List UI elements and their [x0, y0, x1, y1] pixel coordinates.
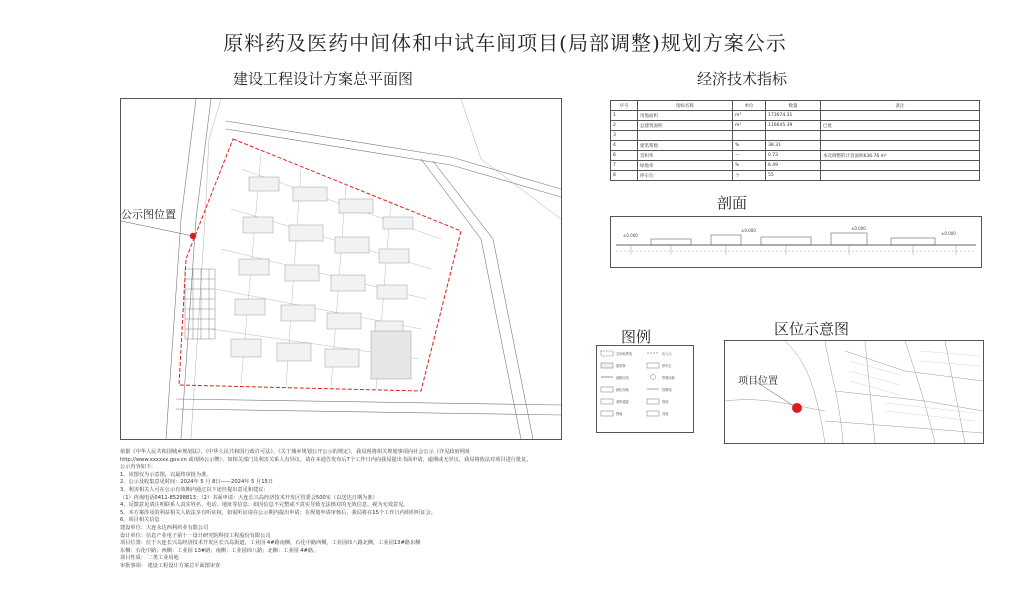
notes-line: 依据《中华人民共和国城乡规划法》、《中华人民共和国行政许可法》、《关于城乡规划公开公示的规定》，我局现将相关规划事项向社会公示（详见政府网址	[120, 449, 471, 455]
table-cell: 8	[611, 171, 638, 181]
table-cell: 4	[611, 141, 638, 151]
page-title: 原料药及医药中间体和中试车间项目(局部调整)规划方案公示	[223, 31, 787, 55]
table-cell: %	[733, 141, 766, 151]
notice-notes	[120, 449, 680, 571]
table-cell: 173674.31	[766, 111, 821, 121]
notes-line: 建设单位：大连永达西利药业有限公司	[120, 524, 209, 531]
table-cell: 38.31	[766, 141, 821, 151]
table-cell: m²	[733, 121, 766, 131]
notes-line: 项目位置：位于大连长兴岛经济技术开发区长兴岛街道，工业园 4#路南侧，石化中路西侧，工业园纬八路北侧，工业园13#路东侧	[120, 540, 421, 547]
table-cell: 绿地率	[638, 161, 733, 171]
legend-heading: 图例	[621, 328, 652, 346]
table-cell: 116645.39	[766, 121, 821, 131]
section-label: ±0.000	[623, 233, 638, 238]
table-header-cell: 数量	[766, 101, 821, 111]
table-cell: m²	[733, 111, 766, 121]
section-label: ±0.000	[851, 226, 866, 231]
legend-label: 建筑物	[616, 364, 626, 368]
table-row	[611, 141, 980, 151]
notes-line: 5、本方案涉及的利益相关人依法享有听证权，如需听证请在公示期内提出申请；在规划申请审核后，我局将在15个工作日内组织听证会。	[120, 509, 436, 516]
table-cell: 3	[611, 131, 638, 141]
table-row	[611, 131, 980, 141]
section-heading: 剖面	[717, 194, 748, 212]
plan-heading: 建设工程设计方案总平面图	[233, 70, 414, 88]
notes-line: 4、反馈意见请注明联系人真实姓名、电话、地址等信息；如因信息不完整或不真实导致无法核对的无效信息，视为无效意见。	[120, 502, 409, 509]
legend-label: 控制线	[662, 388, 672, 392]
table-cell	[638, 131, 733, 141]
legend-label: 管线	[662, 400, 669, 404]
table-row	[611, 171, 980, 181]
notes-line: 东侧：石化中路；西侧：工业园 13#路；南侧：工业园纬八路；北侧：工业园 4#路。	[120, 547, 319, 554]
table-cell	[733, 131, 766, 141]
legend-label: 道路红线	[616, 376, 629, 380]
table-cell: 6	[611, 151, 638, 161]
site-plan-drawing	[121, 99, 561, 439]
econ-heading: 经济技术指标	[697, 70, 788, 88]
table-cell: 0.73	[766, 151, 821, 161]
project-position-label: 项目位置	[738, 376, 778, 387]
table-cell	[821, 161, 980, 171]
notice-position-label: 公示图位置	[121, 208, 176, 221]
section-label: ±0.000	[941, 231, 956, 236]
legend-label: 停车位	[662, 364, 672, 368]
section-svg	[611, 217, 981, 267]
table-header-cell: 单位	[733, 101, 766, 111]
table-cell: 7	[611, 161, 638, 171]
notes-line: 6、项目相关信息	[120, 517, 160, 524]
table-cell: %	[733, 161, 766, 171]
notes-line: 项目性质： 二类工业用地	[120, 555, 179, 562]
table-cell	[821, 141, 980, 151]
site-plan	[120, 98, 562, 440]
legend-label: 出入口	[662, 352, 672, 356]
econ-table	[610, 100, 980, 181]
table-row	[611, 121, 980, 131]
location-map-svg	[725, 341, 983, 443]
table-cell: 建筑系数	[638, 141, 733, 151]
legend-label: 其他	[662, 412, 669, 416]
table-cell: 本次调整的计容面积636.76 m²	[821, 151, 980, 161]
notes-line: 3、利害相关人可在公示有效期内通过以下途径提出意见和建议:	[120, 486, 266, 493]
table-cell	[766, 131, 821, 141]
site-boundary	[179, 139, 461, 391]
table-cell: 6.49	[766, 161, 821, 171]
table-cell: 已批	[821, 121, 980, 131]
notes-line: http://www.xxxxxx.gov.cn 或现场公示牌），如相关部门及利害关系人有异议，请在本通告发布后7个工作日内向我局提出书面申请，逾期或无异议，我局将依法对项目进行批复。	[120, 456, 532, 463]
table-cell: 55	[766, 171, 821, 181]
location-heading: 区位示意图	[774, 320, 850, 338]
table-row	[611, 111, 980, 121]
table-row	[611, 161, 980, 171]
section-label: ±0.000	[741, 228, 756, 233]
table-header-cell: 指标名称	[638, 101, 733, 111]
notes-line: 设计单位：信息产业电子第十一设计研究院科技工程股份有限公司	[120, 532, 271, 539]
legend-svg	[597, 346, 693, 432]
section-drawing	[610, 216, 982, 268]
notes-line: 审批事项： 建设工程设计方案总平面图审查	[120, 562, 221, 569]
legend	[596, 345, 694, 433]
table-cell: —	[733, 151, 766, 161]
table-cell: 1	[611, 111, 638, 121]
econ-table-header	[611, 101, 980, 111]
table-cell	[821, 131, 980, 141]
table-header-cell: 序号	[611, 101, 638, 111]
table-cell	[821, 171, 980, 181]
table-cell: 用地面积	[638, 111, 733, 121]
table-row	[611, 151, 980, 161]
notes-line: （1）咨询电话0411-85298813；（2）书面申请：大连长兴岛经济技术开发区管委会500室（以送达日期为准）	[120, 494, 378, 501]
legend-label: 景观用地	[662, 376, 675, 380]
legend-label: 总用地界线	[616, 352, 632, 356]
notes-line: 2、公示及收集意见时间：2024年 5 月 8日——2024年 5 月15日	[120, 479, 274, 486]
legend-label: 消防通道	[616, 400, 629, 404]
table-cell: 总建筑面积	[638, 121, 733, 131]
table-cell: 个	[733, 171, 766, 181]
table-cell: 容积率	[638, 151, 733, 161]
legend-label: 围墙	[616, 412, 623, 416]
table-cell: 2	[611, 121, 638, 131]
notes-line: 公示内容如下:	[120, 464, 153, 471]
table-header-cell: 备注	[821, 101, 980, 111]
location-map	[724, 340, 984, 444]
table-cell: 停车位	[638, 171, 733, 181]
legend-label: 绿化用地	[616, 388, 629, 392]
notes-line: 1、该图仅为示意图，以最终审批为准。	[120, 471, 212, 478]
table-cell	[821, 111, 980, 121]
